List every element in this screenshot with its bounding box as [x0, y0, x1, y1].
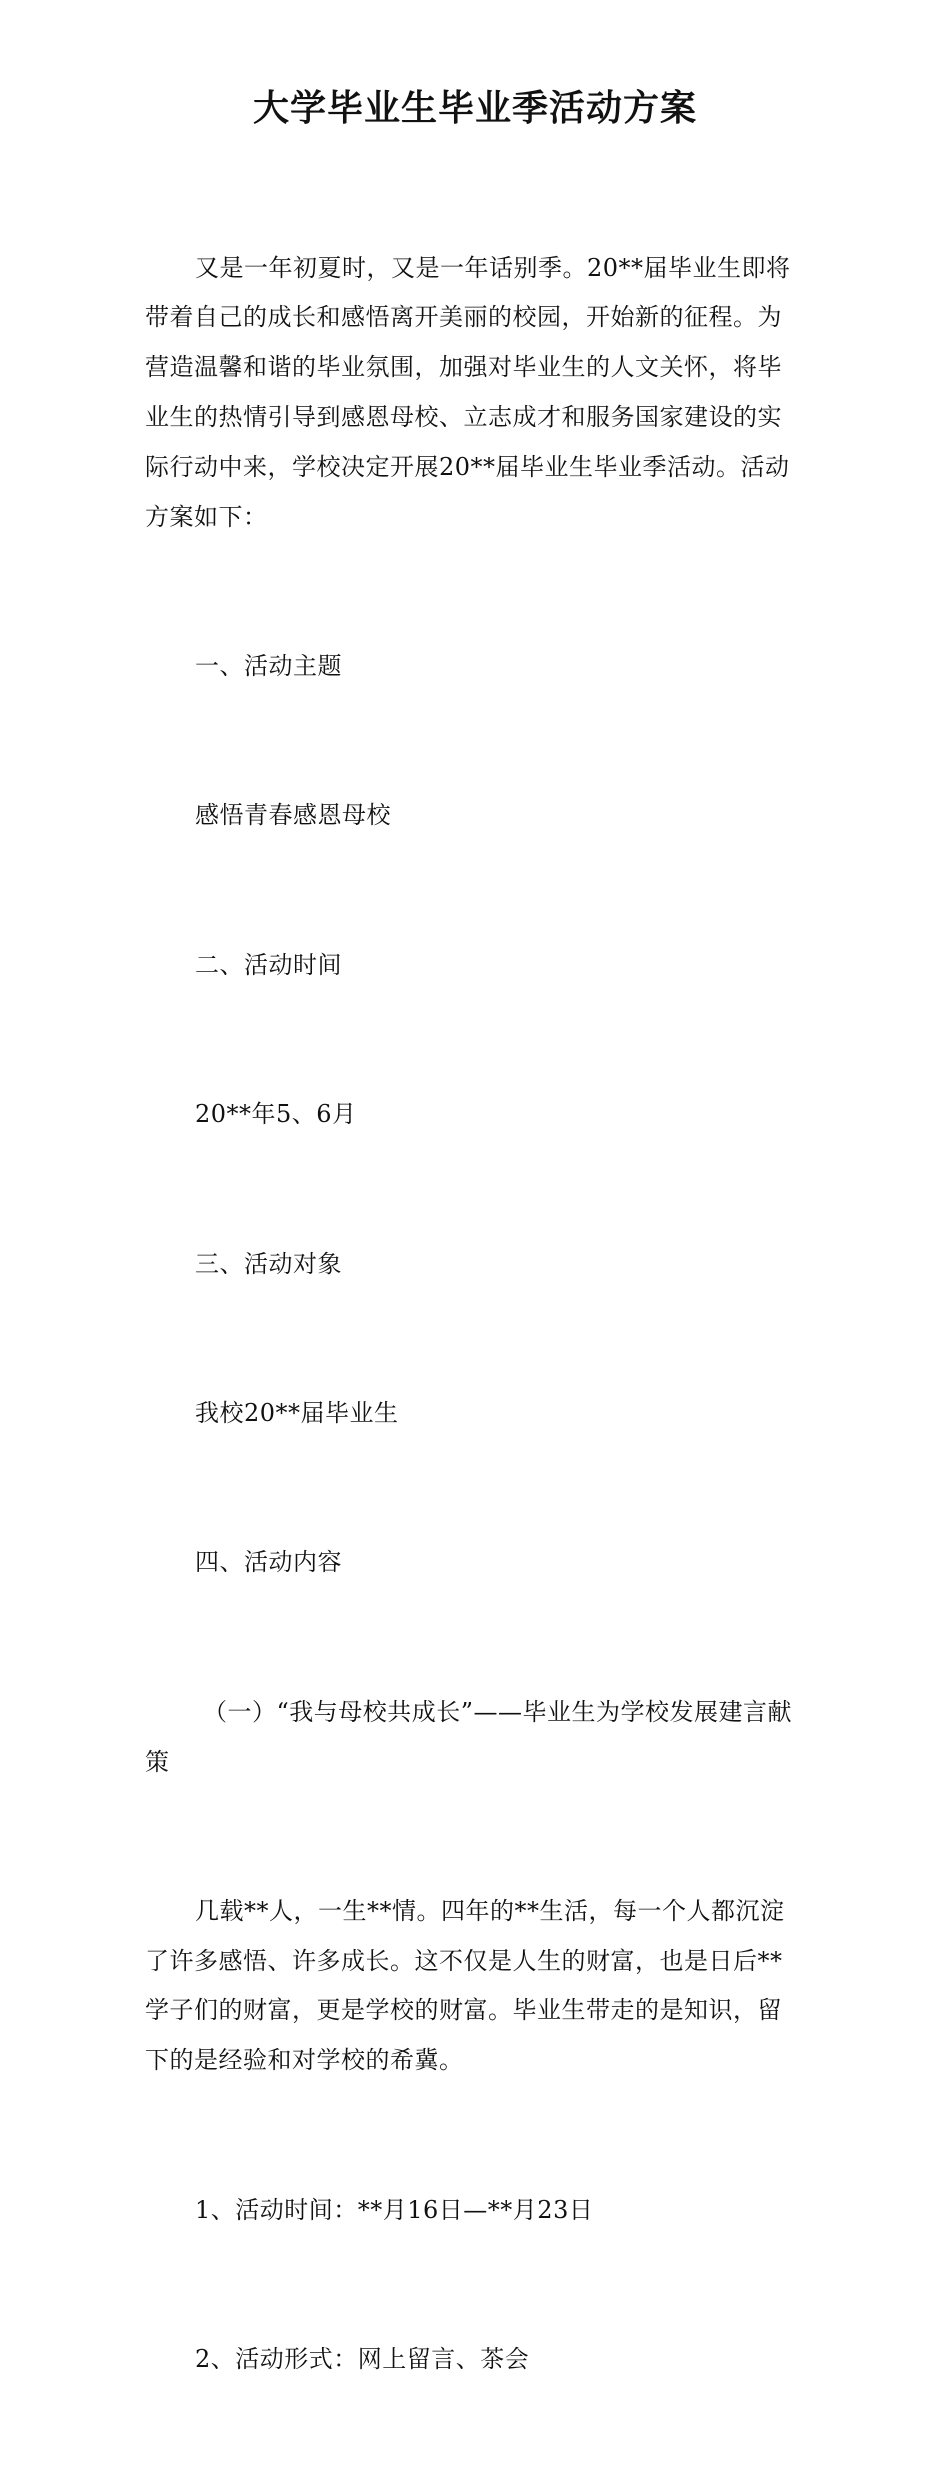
intro-paragraph: 又是一年初夏时，又是一年话别季。20**届毕业生即将带着自己的成长和感悟离开美丽的校园，开始新的征程。为营造温馨和谐的毕业氛围，加强对毕业生的人文关怀，将毕业生的热情引导到感恩母校、立志成才和服务国家建设的实际行动中来，学校决定开展20**届毕业生毕业季活动。活动方案如下： — [145, 253, 791, 531]
target-text: 我校20**届毕业生 — [195, 1398, 399, 1427]
activity-time-item: 1、活动时间：**月16日—**月23日 — [195, 2195, 594, 2224]
theme-text: 感悟青春感恩母校 — [195, 801, 391, 830]
document-title: 大学毕业生毕业季活动方案 — [252, 88, 697, 129]
section-heading-theme: 一、活动主题 — [195, 651, 342, 680]
document-body — [145, 144, 805, 2484]
content-paragraph: 几载**人，一生**情。四年的**生活，每一个人都沉淀了许多感悟、许多成长。这不仅是人生的财富，也是日后**学子们的财富，更是学校的财富。毕业生带走的是知识，留下的是经验和对学校的希冀。 — [145, 1896, 785, 2075]
section-heading-time: 二、活动时间 — [195, 950, 342, 979]
section-heading-target: 三、活动对象 — [195, 1249, 342, 1278]
section-heading-content: 四、活动内容 — [195, 1548, 342, 1577]
activity-form-item: 2、活动形式：网上留言、茶会 — [195, 2345, 530, 2374]
subsection-heading: （一）“我与母校共成长”——毕业生为学校发展建言献策 — [145, 1697, 793, 1776]
time-text: 20**年5、6月 — [195, 1100, 357, 1129]
